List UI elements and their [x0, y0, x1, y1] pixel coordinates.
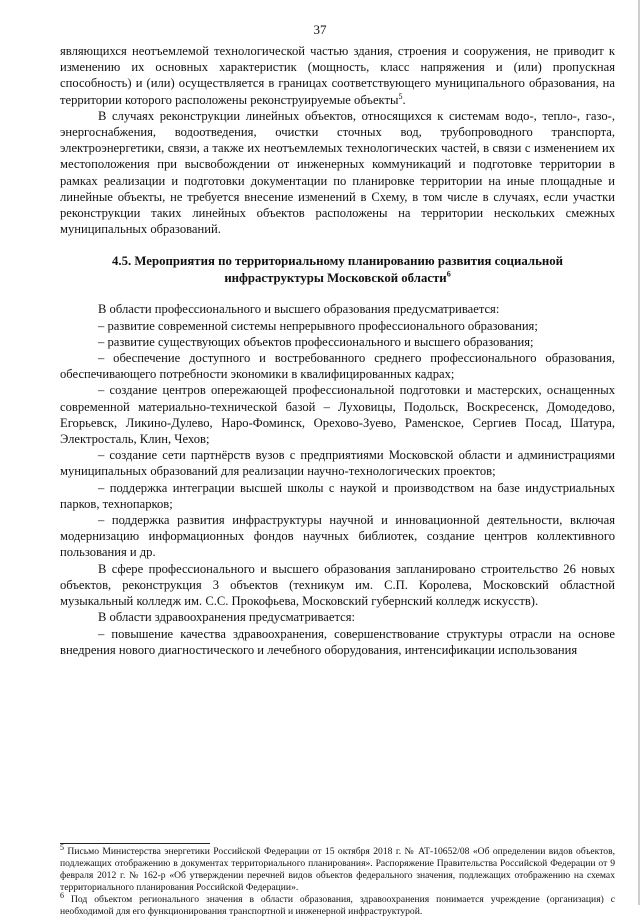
footnote-ref[interactable]: 5 [398, 91, 403, 101]
footnote-mark: 6 [60, 890, 64, 900]
section-heading [60, 253, 615, 287]
footnote [60, 842, 615, 894]
paragraph-linear-objects: В случаях реконструкции линейных объектов, относящихся к системам водо-, тепло-, газо-, энергоснабжения, водоотведения, очистки сточных вод, трубопроводного транспорта, электроэнергетики, связи, а также их неотъемлемых технологических частей, в связи с изменением их местоположения при высвобождении от инженерных коммуникаций и подготовке территории в рамках реализации и подготовки документации по планировке территории на иные площадные и линейные объекты, не требуется внесение изменений в Схему, в том числе в случаях, если участки реконструкции таких линейных объектов расположены на территории нескольких смежных муниципальных образований. [60, 108, 615, 237]
list-item: – повышение качества здравоохранения, совершенствование структуры отрасли на основе внедрения нового диагностического и лечебного оборудования, интенсификации использования [60, 626, 615, 657]
section-heading-text: 4.5. Мероприятия по территориальному планированию развития социальной инфраструктуры Московской области [112, 254, 563, 286]
footnote-text: Под объектом регионального значения в области образования, здравоохранения понимается учреждение (организация) с необходимой для его функционирования транспортной и инженерной инфраструктурой. [60, 894, 615, 917]
paragraph-text: являющихся неотъемлемой технологической частью здания, строения и сооружения, не приводит к изменению их основных характеристик (мощность, класс напряжения и (или) пропускная способность) и (или) осуществляется в границах соответствующего муниципального образования, на территории которого расположены реконструируемые объекты [60, 44, 615, 107]
footnotes [60, 842, 615, 918]
list-item: – создание центров опережающей профессиональной подготовки и мастерских, оснащенных современной материально-технической базой – Луховицы, Подольск, Воскресенск, Домодедово, Егорьевск, Ликино-Дулево, Наро-Фоминск, Орехово-Зуево, Раменское, Сергиев Посад, Шатура, Электросталь, Клин, Чехов; [60, 383, 615, 447]
footnote-ref[interactable]: 6 [446, 270, 451, 280]
education-intro: В области профессионального и высшего образования предусматривается: [98, 302, 500, 317]
footnote-text: Письмо Министерства энергетики Российской Федерации от 15 октября 2018 г. № АТ-10652/08 «Об определении видов объектов, подлежащих отображению в документах территориального планирования». Распоряжение Правительства Российской Федерации от 9 февраля 2012 г. № 162-р «Об утверждении перечней видов объектов федерального значения, подлежащих отображению на схемах территориального планирования Российской Федерации». [60, 846, 615, 893]
page-body [60, 43, 615, 658]
list-item: – поддержка интеграции высшей школы с наукой и производством на базе индустриальных парков, технопарков; [60, 480, 615, 511]
construction-plan-paragraph: В сфере профессионального и высшего образования запланировано строительство 26 новых объектов, реконструкция 3 объектов (техникум им. С.П. Королева, Московский областной музыкальный колледж им. С.С. Прокофьева, Московский губернский колледж искусств). [60, 561, 615, 609]
footnote-mark: 5 [60, 842, 64, 852]
paragraph-continuation: являющихся неотъемлемой технологической частью здания, строения и сооружения, не приводит к изменению их основных характеристик (мощность, класс напряжения и (или) пропускная способность) и (или) осуществляется в границах соответствующего муниципального образования, на территории которого расположены реконструируемые объекты$^5$. [60, 44, 615, 107]
list-item: – обеспечение доступного и востребованного среднего профессионального образования, обеспечивающего потребности экономики в квалифицированных кадрах; [60, 351, 615, 382]
health-intro: В области здравоохранения предусматривается: [98, 610, 356, 625]
list-item: – развитие современной системы непрерывного профессионального образования; [98, 318, 538, 333]
list-item: – поддержка развития инфраструктуры научной и инновационной деятельности, включая модернизацию информационных фондов научных библиотек, создание центров коллективного пользования и др. [60, 513, 615, 560]
footnote [60, 890, 615, 918]
footnote-divider [60, 843, 210, 844]
list-item: – развитие существующих объектов профессионального и высшего образования; [98, 334, 534, 349]
page-number: 37 [313, 22, 327, 37]
list-item: – создание сети партнёрств вузов с предприятиями Московской области и администрациями муниципальных образований для реализации научно-технологических проектов; [60, 448, 615, 479]
